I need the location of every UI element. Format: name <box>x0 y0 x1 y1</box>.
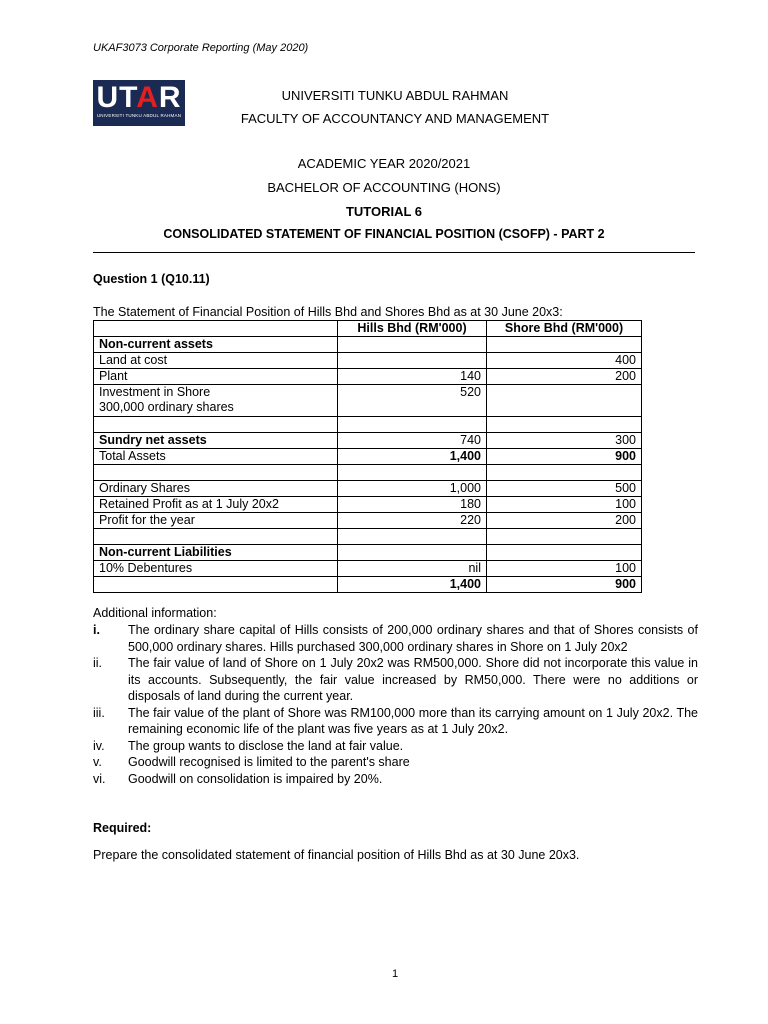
item-text: The fair value of land of Shore on 1 July 20x2 was RM500,000. Shore did not incorporate this value in its accounts. Subsequently, the fair value increased by RM50,000. There were no additions or disposals of land during the current year. <box>128 656 698 703</box>
item-text: The ordinary share capital of Hills consists of 200,000 ordinary shares and that of Shores consists of 500,000 ordinary shares. Hills purchased 300,000 ordinary shares in Shore on 1 July 20x2 <box>128 623 698 654</box>
item-number: iii. <box>93 705 105 720</box>
shore-value: 400 <box>487 353 642 369</box>
hills-value <box>338 545 487 561</box>
table-row <box>94 337 642 353</box>
item-number: ii. <box>93 656 103 670</box>
table-row <box>94 449 642 465</box>
shore-value: 500 <box>487 481 642 497</box>
topic-title: CONSOLIDATED STATEMENT OF FINANCIAL POSITION (CSOFP) - PART 2 <box>163 227 605 241</box>
row-label: Retained Profit as at 1 July 20x2 <box>94 497 338 513</box>
row-label: Investment in Shore 300,000 ordinary shares <box>94 385 338 417</box>
item-text: Goodwill recognised is limited to the parent's share <box>128 755 410 769</box>
shore-value: 900 <box>487 577 642 593</box>
shore-value: 900 <box>487 449 642 465</box>
hills-value: 520 <box>338 385 487 417</box>
row-label: Land at cost <box>94 353 338 369</box>
header-blank <box>94 321 338 337</box>
list-item <box>93 771 698 788</box>
hills-value <box>338 465 487 481</box>
item-number: vi. <box>93 771 106 786</box>
hills-value <box>338 337 487 353</box>
row-label: Total Assets <box>94 449 338 465</box>
hills-value: 140 <box>338 369 487 385</box>
hills-value: 180 <box>338 497 487 513</box>
tutorial-title: TUTORIAL 6 <box>345 204 423 219</box>
shore-value: 200 <box>487 369 642 385</box>
row-label: Sundry net assets <box>94 433 338 449</box>
table-row <box>94 369 642 385</box>
table-header-row <box>94 321 642 337</box>
table-row <box>94 545 642 561</box>
item-text: Goodwill on consolidation is impaired by 20%. <box>128 771 383 786</box>
item-number: v. <box>93 755 102 769</box>
row-label: 10% Debentures <box>94 561 338 577</box>
hills-value <box>338 417 487 433</box>
row-label <box>94 529 338 545</box>
row-label <box>94 577 338 593</box>
table-row <box>94 529 642 545</box>
row-label <box>94 465 338 481</box>
hills-value: 740 <box>338 433 487 449</box>
shore-value: 300 <box>487 433 642 449</box>
table-row <box>94 417 642 433</box>
question-heading: Question 1 (Q10.11) <box>93 272 210 286</box>
hills-value: 1,400 <box>338 577 487 593</box>
table-row <box>94 385 642 417</box>
hills-value: nil <box>338 561 487 577</box>
hills-value <box>338 529 487 545</box>
question-intro: The Statement of Financial Position of Hills Bhd and Shores Bhd as at 30 June 20x3: <box>93 305 563 319</box>
shore-value <box>487 545 642 561</box>
row-label: Non-current Liabilities <box>94 545 338 561</box>
table-row <box>94 561 642 577</box>
additional-info-list <box>93 622 698 787</box>
table-row <box>94 577 642 593</box>
list-item <box>93 622 698 655</box>
shore-value <box>487 465 642 481</box>
row-label: Profit for the year <box>94 513 338 529</box>
list-item <box>93 655 698 705</box>
table-row <box>94 481 642 497</box>
hills-value <box>338 353 487 369</box>
list-item <box>93 754 698 771</box>
shore-value <box>487 337 642 353</box>
university-name: UNIVERSITI TUNKU ABDUL RAHMAN <box>281 88 509 103</box>
item-text: The group wants to disclose the land at fair value. <box>128 738 404 753</box>
shore-value: 100 <box>487 497 642 513</box>
row-label: Plant <box>94 369 338 385</box>
col-shore-header: Shore Bhd (RM'000) <box>487 321 642 337</box>
course-header: UKAF3073 Corporate Reporting (May 2020) <box>93 42 309 54</box>
required-text: Prepare the consolidated statement of financial position of Hills Bhd as at 30 June 20x3. <box>93 848 580 862</box>
table-row <box>94 513 642 529</box>
table-row <box>94 353 642 369</box>
item-number: iv. <box>93 738 105 753</box>
table-row <box>94 465 642 481</box>
col-hills-header: Hills Bhd (RM'000) <box>338 321 487 337</box>
row-label: Non-current assets <box>94 337 338 353</box>
shore-value <box>487 385 642 417</box>
shore-value <box>487 417 642 433</box>
item-number: i. <box>93 623 100 637</box>
list-item <box>93 738 698 755</box>
hills-value: 1,400 <box>338 449 487 465</box>
list-item <box>93 705 698 738</box>
hills-value: 220 <box>338 513 487 529</box>
table-row <box>94 433 642 449</box>
item-text: The fair value of the plant of Shore was RM100,000 more than its carrying amount on 1 July 20x2. The remaining economic life of the plant was five years as at 1 July 20x2. <box>128 705 698 736</box>
hills-value: 1,000 <box>338 481 487 497</box>
shore-value: 200 <box>487 513 642 529</box>
sofp-table <box>93 320 642 593</box>
faculty-name: FACULTY OF ACCOUNTANCY AND MANAGEMENT <box>240 111 550 126</box>
additional-info-heading: Additional information: <box>93 606 217 620</box>
logo-subtext: UNIVERSITI TUNKU ABDUL RAHMAN <box>96 113 182 118</box>
logo-wordmark: UTAR <box>96 81 182 114</box>
row-label <box>94 417 338 433</box>
academic-year: ACADEMIC YEAR 2020/2021 <box>297 156 471 171</box>
shore-value <box>487 529 642 545</box>
required-heading: Required: <box>93 821 152 835</box>
shore-value: 100 <box>487 561 642 577</box>
row-label: Ordinary Shares <box>94 481 338 497</box>
page-number: 1 <box>391 968 399 980</box>
table-row <box>94 497 642 513</box>
divider <box>93 252 695 253</box>
programme-name: BACHELOR OF ACCOUNTING (HONS) <box>267 180 501 195</box>
